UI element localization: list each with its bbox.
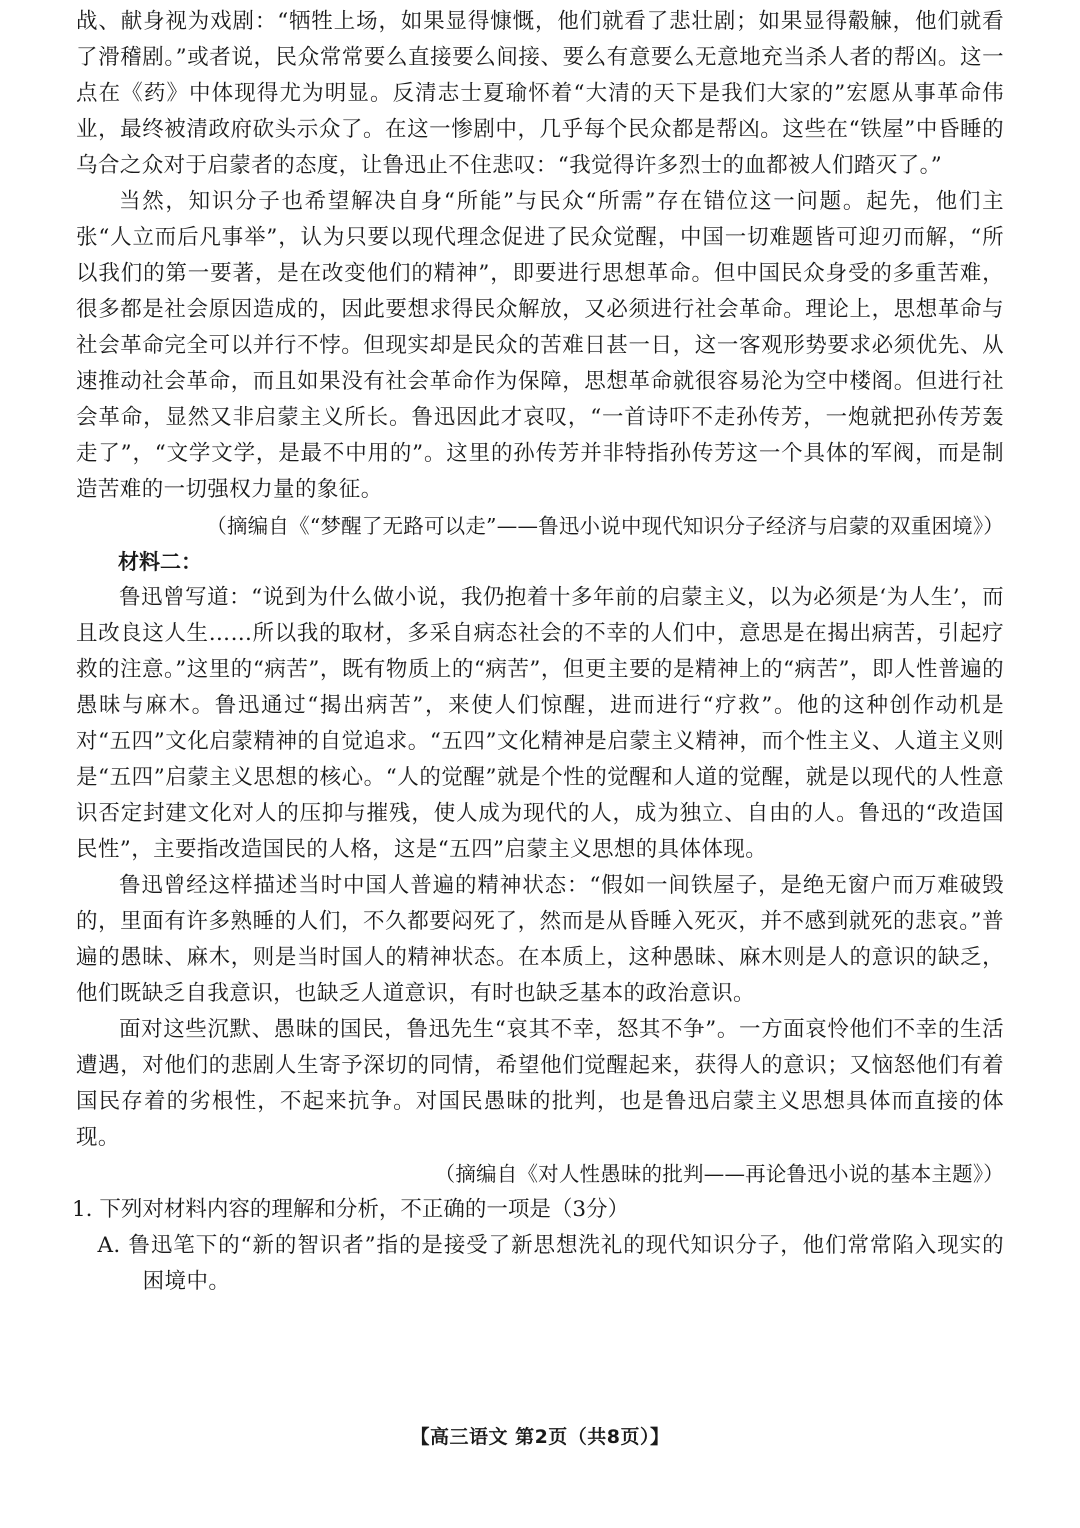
material-two-paragraph: 面对这些沉默、愚昧的国民，鲁迅先生“哀其不幸，怒其不争”。一方面哀怜他们不幸的生活遭遇，对他们的悲剧人生寄予深切的同情，希望他们觉醒起来，获得人的意识；又恼怒他们有着国民存着的劣根性，不起来抗争。对国民愚昧的批判，也是鲁迅启蒙主义思想具体而直接的体现。 (76, 1017, 1004, 1150)
material-one-source: （摘编自《“梦醒了无路可以走”——鲁迅小说中现代知识分子经济与启蒙的双重困境》） (206, 514, 1004, 538)
page-footer: 【高三语文 第2页（共8页）】 (410, 1426, 670, 1448)
question-stem: 1. 下列对材料内容的理解和分析，不正确的一项是（3分） (72, 1197, 630, 1222)
exam-page (72, 0, 1004, 1300)
material-two-paragraph: 鲁迅曾经这样描述当时中国人普遍的精神状态：“假如一间铁屋子，是绝无窗户而万难破毁的，里面有许多熟睡的人们，不久都要闷死了，然而是从昏睡入死灭，并不感到就死的悲哀。”普遍的愚昧、麻木，则是当时国人的精神状态。在本质上，这种愚昧、麻木则是人的意识的缺乏，他们既缺乏自我意识，也缺乏人道意识，有时也缺乏基本的政治意识。 (76, 873, 1004, 1006)
question-option-a: A. 鲁迅笔下的“新的智识者”指的是接受了新思想洗礼的现代知识分子，他们常常陷入现实的困境中。 (97, 1233, 1004, 1294)
material-two-paragraph: 鲁迅曾写道：“说到为什么做小说，我仍抱着十多年前的启蒙主义，以为必须是‘为人生’，而且改良这人生……所以我的取材，多采自病态社会的不幸的人们中，意思是在揭出病苦，引起疗救的注意。”这里的“病苦”，既有物质上的“病苦”，但更主要的是精神上的“病苦”，即人性普遍的愚昧与麻木。鲁迅通过“揭出病苦”，来使人们惊醒，进而进行“疗救”。他的这种创作动机是对“五四”文化启蒙精神的自觉追求。“五四”文化精神是启蒙主义精神，而个性主义、人道主义则是“五四”启蒙主义思想的核心。“人的觉醒”就是个性的觉醒和人道的觉醒，就是以现代的人性意识否定封建文化对人的压抑与摧残，使人成为现代的人，成为独立、自由的人。鲁迅的“改造国民性”，主要指改造国民的人格，这是“五四”启蒙主义思想的具体体现。 (76, 585, 1004, 862)
material-one-paragraph-continued: 战、献身视为戏剧：“牺牲上场，如果显得慷慨，他们就看了悲壮剧；如果显得觳觫，他们就看了滑稽剧。”或者说，民众常常要么直接要么间接、要么有意要么无意地充当杀人者的帮凶。这一点在《药》中体现得尤为明显。反清志士夏瑜怀着“大清的天下是我们大家的”宏愿从事革命伟业，最终被清政府砍头示众了。在这一惨剧中，几乎每个民众都是帮凶。这些在“铁屋”中昏睡的乌合之众对于启蒙者的态度，让鲁迅止不住悲叹：“我觉得许多烈士的血都被人们踏灭了。” (76, 9, 1004, 178)
material-two-heading: 材料二： (118, 550, 202, 574)
material-two-source: （摘编自《对人性愚昧的批判——再论鲁迅小说的基本主题》） (434, 1162, 1004, 1186)
material-one-paragraph: 当然，知识分子也希望解决自身“所能”与民众“所需”存在错位这一问题。起先，他们主张“人立而后凡事举”，认为只要以现代理念促进了民众觉醒，中国一切难题皆可迎刃而解，“所以我们的第一要著，是在改变他们的精神”，即要进行思想革命。但中国民众身受的多重苦难，很多都是社会原因造成的，因此要想求得民众解放，又必须进行社会革命。理论上，思想革命与社会革命完全可以并行不悖。但现实却是民众的苦难日甚一日，这一客观形势要求必须优先、从速推动社会革命，而且如果没有社会革命作为保障，思想革命就很容易沦为空中楼阁。但进行社会革命，显然又非启蒙主义所长。鲁迅因此才哀叹，“一首诗吓不走孙传芳，一炮就把孙传芳轰走了”，“文学文学，是最不中用的”。这里的孙传芳并非特指孙传芳这一个具体的军阀，而是制造苦难的一切强权力量的象征。 (76, 189, 1004, 502)
